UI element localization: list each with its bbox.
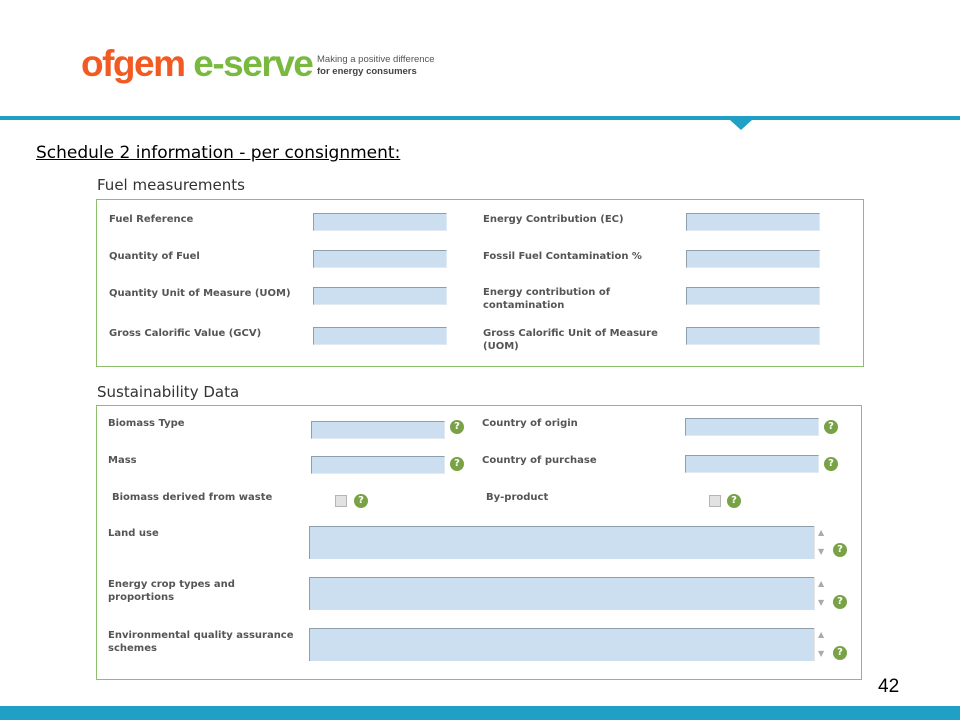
by-product-checkbox[interactable] — [709, 495, 721, 507]
land-use-scrollbar[interactable] — [814, 526, 828, 559]
energy-crop-types-help-icon[interactable]: ? — [833, 595, 847, 609]
chevron-up-icon[interactable]: ▲ — [818, 630, 825, 639]
logo-tagline — [317, 54, 435, 78]
sustainability-data-title: Sustainability Data — [97, 383, 240, 401]
gross-calorific-uom-label-line-1: Gross Calorific Unit of Measure — [483, 328, 658, 339]
logo-ofgem-text: ofgem — [81, 43, 185, 84]
energy-crop-types-textarea[interactable] — [309, 577, 814, 610]
chevron-down-icon[interactable]: ▼ — [818, 598, 825, 607]
environmental-qa-label-line-2: schemes — [108, 643, 157, 654]
country-of-origin-help-icon[interactable]: ? — [824, 420, 838, 434]
energy-crop-types-scrollbar[interactable] — [814, 577, 828, 610]
biomass-type-label: Biomass Type — [108, 418, 185, 429]
country-of-purchase-input[interactable] — [685, 455, 819, 473]
biomass-type-input[interactable] — [311, 421, 445, 439]
environmental-qa-textarea[interactable] — [309, 628, 814, 661]
environmental-qa-scrollbar[interactable] — [814, 628, 828, 661]
fuel-measurements-title: Fuel measurements — [97, 176, 245, 194]
quantity-of-fuel-input[interactable] — [313, 250, 447, 268]
chevron-up-icon[interactable]: ▲ — [818, 579, 825, 588]
environmental-qa-label-line-1: Environmental quality assurance — [108, 630, 294, 641]
fossil-fuel-contamination-label: Fossil Fuel Contamination % — [483, 251, 642, 262]
tagline-line-2: for energy consumers — [317, 66, 417, 77]
energy-crop-types-label-line-2: proportions — [108, 592, 175, 603]
fossil-fuel-contamination-input[interactable] — [686, 250, 820, 268]
biomass-from-waste-help-icon[interactable]: ? — [354, 494, 368, 508]
country-of-origin-input[interactable] — [685, 418, 819, 436]
energy-contribution-input[interactable] — [686, 213, 820, 231]
energy-contribution-contamination-label — [483, 286, 610, 312]
biomass-type-help-icon[interactable]: ? — [450, 420, 464, 434]
gross-calorific-uom-input[interactable] — [686, 327, 820, 345]
quantity-uom-input[interactable] — [313, 287, 447, 305]
by-product-label: By-product — [486, 492, 549, 503]
mass-help-icon[interactable]: ? — [450, 457, 464, 471]
land-use-textarea[interactable] — [309, 526, 814, 559]
gross-calorific-uom-label — [483, 327, 658, 353]
slide-title: Schedule 2 information - per consignment: — [36, 143, 401, 163]
country-of-purchase-help-icon[interactable]: ? — [824, 457, 838, 471]
footer-bar — [0, 706, 960, 720]
fuel-reference-input[interactable] — [313, 213, 447, 231]
page-number: 42 — [878, 676, 900, 697]
mass-input[interactable] — [311, 456, 445, 474]
mass-label: Mass — [108, 455, 137, 466]
country-of-purchase-label: Country of purchase — [482, 455, 597, 466]
chevron-down-icon[interactable]: ▼ — [818, 547, 825, 556]
biomass-from-waste-checkbox[interactable] — [335, 495, 347, 507]
energy-contribution-contamination-label-line-2: contamination — [483, 300, 565, 311]
fuel-reference-label: Fuel Reference — [109, 214, 194, 225]
energy-contribution-label: Energy Contribution (EC) — [483, 214, 624, 225]
gcv-input[interactable] — [313, 327, 447, 345]
land-use-label: Land use — [108, 528, 159, 539]
energy-crop-types-label — [108, 578, 235, 604]
country-of-origin-label: Country of origin — [482, 418, 578, 429]
header-divider — [0, 116, 960, 120]
header-divider-notch — [730, 120, 752, 130]
land-use-help-icon[interactable]: ? — [833, 543, 847, 557]
chevron-down-icon[interactable]: ▼ — [818, 649, 825, 658]
biomass-from-waste-label: Biomass derived from waste — [112, 492, 273, 503]
environmental-qa-label — [108, 629, 294, 655]
logo-eserve-text: e-serve — [184, 43, 313, 84]
energy-crop-types-label-line-1: Energy crop types and — [108, 579, 235, 590]
quantity-uom-label: Quantity Unit of Measure (UOM) — [109, 288, 291, 299]
tagline-line-1: Making a positive difference — [317, 54, 435, 65]
energy-contribution-contamination-label-line-1: Energy contribution of — [483, 287, 611, 298]
quantity-of-fuel-label: Quantity of Fuel — [109, 251, 200, 262]
energy-contribution-contamination-input[interactable] — [686, 287, 820, 305]
chevron-up-icon[interactable]: ▲ — [818, 528, 825, 537]
gcv-label: Gross Calorific Value (GCV) — [109, 328, 262, 339]
ofgem-eserve-logo — [81, 44, 312, 84]
environmental-qa-help-icon[interactable]: ? — [833, 646, 847, 660]
gross-calorific-uom-label-line-2: (UOM) — [483, 341, 519, 352]
by-product-help-icon[interactable]: ? — [727, 494, 741, 508]
